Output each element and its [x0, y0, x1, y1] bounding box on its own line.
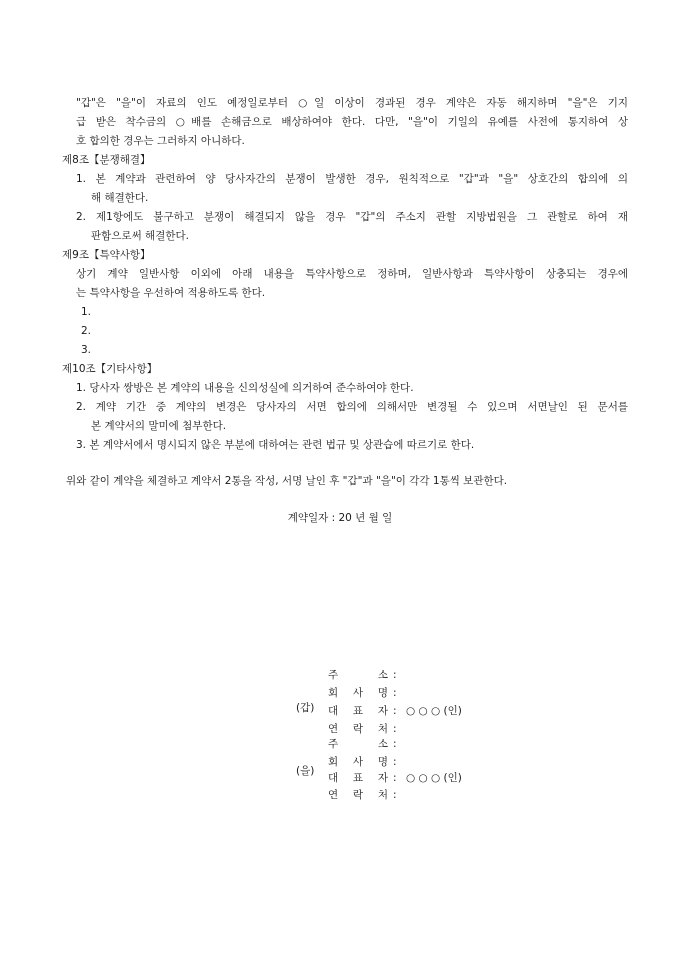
article9-item-2: 2.: [81, 325, 92, 337]
article10-item-3: 3. 본 계약서에서 명시되지 않은 부분에 대하여는 관련 법규 및 상관습에 따르기로 한다.: [76, 439, 475, 451]
party-a-contact-label: 연 락 처: [328, 723, 388, 735]
clause7-line-2: 급 받은 착수금의 ○배를 손해금으로 배상하여야 한다. 다만, "을"이 기일의 유예를 사전에 통지하여 상: [76, 116, 628, 128]
article9-body-line-2: 는 특약사항을 우선하여 적용하도록 한다.: [76, 287, 266, 299]
party-b-contact-colon: :: [393, 789, 397, 801]
party-b-contact-label: 연 락 처: [328, 789, 388, 801]
article10-item-2-line-2: 본 계약서의 말미에 첨부한다.: [91, 420, 227, 432]
article9-item-3: 3.: [81, 344, 92, 356]
party-a-rep-label: 대 표 자: [328, 705, 388, 717]
article8-item-1-line-2: 해 해결한다.: [91, 192, 149, 204]
party-a-address-label: 주 소: [328, 669, 388, 681]
clause7-line-3: 호 합의한 경우는 그러하지 아니하다.: [76, 135, 245, 147]
clause7-line-1: "갑"은 "을"이 자료의 인도 예정일로부터 ○일 이상이 경과된 경우 계약은 자동 해지하며 "을"은 기지: [76, 97, 628, 109]
party-a-seal: ○ ○ ○ (인): [406, 705, 462, 717]
article10-item-2-line-1: 2. 계약 기간 중 계약의 변경은 당사자의 서면 합의에 의해서만 변경될 수 있으며 서면날인 된 문서를: [76, 401, 628, 413]
party-b-address-colon: :: [393, 738, 397, 750]
party-b-label: (을): [296, 765, 315, 777]
party-b-company-label: 회 사 명: [328, 756, 388, 768]
party-a-contact-colon: :: [393, 723, 397, 735]
party-b-rep-colon: :: [393, 772, 397, 784]
party-b-address-label: 주 소: [328, 738, 388, 750]
party-a-label: (갑): [296, 702, 315, 714]
party-a-company-label: 회 사 명: [328, 687, 388, 699]
article10-heading: 제10조【기타사항】: [62, 363, 158, 375]
closing-statement: 위와 같이 계약을 체결하고 계약서 2통을 작성, 서명 날인 후 "갑"과 "을"이 각각 1통씩 보관한다.: [66, 475, 508, 487]
party-b-company-colon: :: [393, 756, 397, 768]
article8-item-2-line-2: 판함으로써 해결한다.: [91, 230, 189, 242]
article8-heading: 제8조【분쟁해결】: [62, 154, 151, 166]
party-b-seal: ○ ○ ○ (인): [406, 772, 462, 784]
article8-item-2-line-1: 2. 제1항에도 불구하고 분쟁이 해결되지 않을 경우 "갑"의 주소지 관할 지방법원을 그 관할로 하여 재: [76, 211, 628, 223]
party-a-company-colon: :: [393, 687, 397, 699]
party-b-rep-label: 대 표 자: [328, 772, 388, 784]
article8-item-1-line-1: 1. 본 계약과 관련하여 양 당사자간의 분쟁이 발생한 경우, 원칙적으로 "갑"과 "을" 상호간의 합의에 의: [76, 173, 628, 185]
article9-item-1: 1.: [81, 306, 92, 318]
contract-date: 계약일자 : 20 년 월 일: [287, 512, 393, 524]
party-a-address-colon: :: [393, 669, 397, 681]
article10-item-1: 1. 당사자 쌍방은 본 계약의 내용을 신의성실에 의거하여 준수하여야 한다.: [76, 382, 414, 394]
party-a-rep-colon: :: [393, 705, 397, 717]
article9-body-line-1: 상기 계약 일반사항 이외에 아래 내용을 특약사항으로 정하며, 일반사항과 특약사항이 상충되는 경우에: [76, 268, 628, 280]
article9-heading: 제9조【특약사항】: [62, 249, 151, 261]
